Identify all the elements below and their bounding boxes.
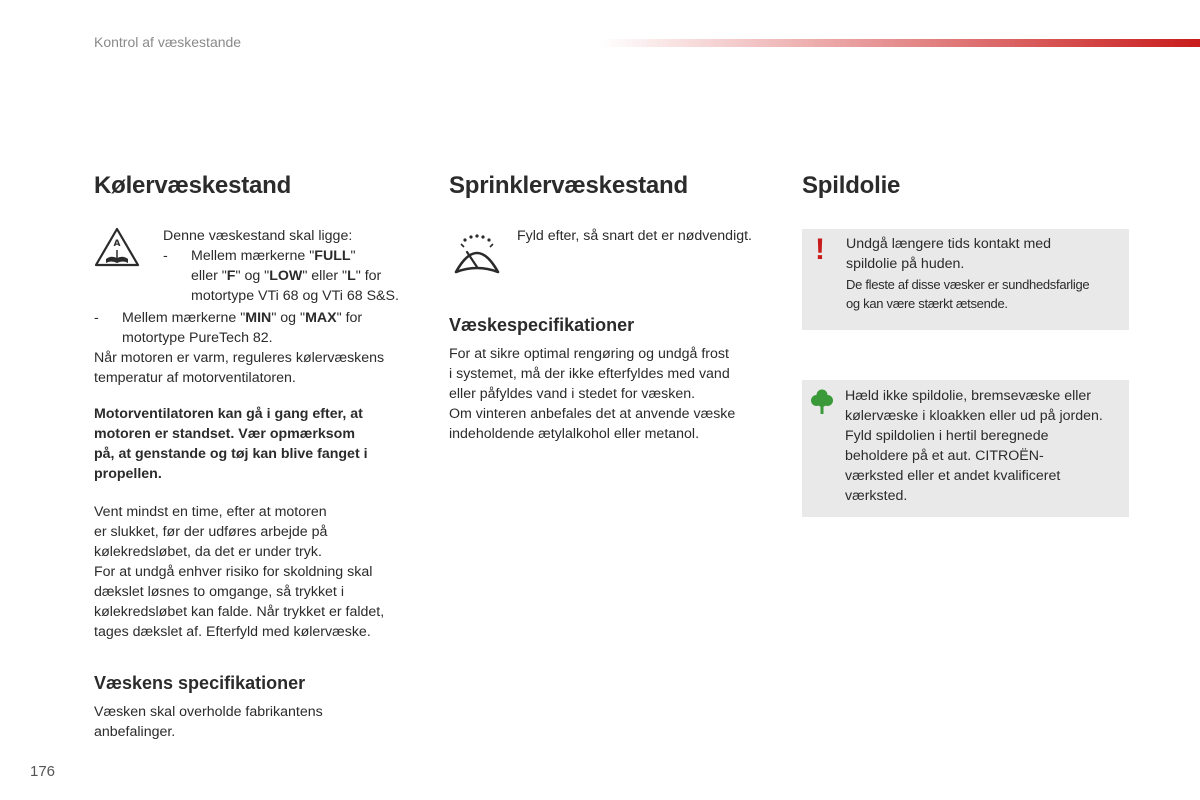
coolant-item1-line2: eller "F" og "LOW" eller "L" for [191,268,382,284]
coolant-p2-line3: kølekredsløbet, da det er under tryk. [94,544,322,560]
coolant-p2-line5: dækslet løsnes to omgange, så trykket i [94,584,344,600]
environment-line4: beholdere på et aut. CITROËN- [845,448,1044,464]
health-warning-line4: og kan være stærkt ætsende. [846,296,1008,311]
health-warning-line2: spildolie på huden. [846,256,965,272]
svg-text:A: A [113,239,121,249]
washer-spec-heading: Væskespecifikationer [449,315,635,335]
washer-spec-line3: eller påfyldes vand i stedet for væsken. [449,386,696,402]
header-accent-bar [600,39,1200,47]
environment-line2: kølervæske i kloakken eller ud på jorden. [845,408,1103,424]
fan-warning-line4: propellen. [94,466,162,482]
washer-spec-line4: Om vinteren anbefales det at anvende væske [449,406,736,422]
coolant-p2-line7: tages dækslet af. Efterfyld med kølervæske. [94,624,371,640]
coolant-p2-line1: Vent mindst en time, efter at motoren [94,504,327,520]
coolant-item1-line3: motortype VTi 68 og VTi 68 S&S. [191,288,399,304]
washer-level-heading: Sprinklervæskestand [449,172,688,199]
coolant-intro: Denne væskestand skal ligge: [163,228,353,244]
coolant-p1-line1: Når motoren er varm, reguleres kølervæskens [94,350,385,366]
washer-spec-line5: indeholdende ætylalkohol eller metanol. [449,426,700,442]
washer-fluid-icon [451,232,503,280]
coolant-item1-line1: Mellem mærkerne "FULL" [191,248,356,264]
coolant-p2-line6: kølekredsløbet kan falde. Når trykket er faldet, [94,604,385,620]
coolant-spec-line2: anbefalinger. [94,724,176,740]
coolant-item1-dash: - [163,248,168,264]
fan-warning-line1: Motorventilatoren kan gå i gang efter, at [94,406,363,422]
warning-exclamation-icon: ! [815,233,825,266]
coolant-spec-line1: Væsken skal overholde fabrikantens [94,704,323,720]
environment-tree-icon [810,388,834,416]
coolant-item2-dash: - [94,310,99,326]
washer-fill-text: Fyld efter, så snart det er nødvendigt. [517,228,753,244]
page-number: 176 [30,763,56,780]
environment-line5: værksted eller et andet kvalificeret [845,468,1061,484]
used-oil-heading: Spildolie [802,172,901,199]
environment-line3: Fyld spildolien i hertil beregnede [845,428,1049,444]
coolant-item2-line2: motortype PureTech 82. [122,330,273,346]
environment-line6: værksted. [845,488,908,504]
coolant-warning-manual-icon [94,226,140,268]
coolant-item2-line1: Mellem mærkerne "MIN" og "MAX" for [122,310,363,326]
health-warning-line3: De fleste af disse væsker er sundhedsfarlige [846,277,1090,292]
coolant-spec-heading: Væskens specifikationer [94,673,306,693]
fan-warning-line2: motoren er standset. Vær opmærksom [94,426,355,442]
washer-spec-line2: i systemet, må der ikke efterfyldes med vand [449,366,730,382]
coolant-p2-line4: For at undgå enhver risiko for skoldning skal [94,564,373,580]
fan-warning-line3: på, at genstande og tøj kan blive fanget i [94,446,368,462]
environment-line1: Hæld ikke spildolie, bremsevæske eller [845,388,1092,404]
coolant-p1-line2: temperatur af motorventilatoren. [94,370,296,386]
washer-spec-line1: For at sikre optimal rengøring og undgå frost [449,346,729,362]
coolant-level-heading: Kølervæskestand [94,172,292,199]
health-warning-line1: Undgå længere tids kontakt med [846,236,1052,252]
running-header: Kontrol af væskestande [94,34,242,50]
coolant-p2-line2: er slukket, før der udføres arbejde på [94,524,328,540]
